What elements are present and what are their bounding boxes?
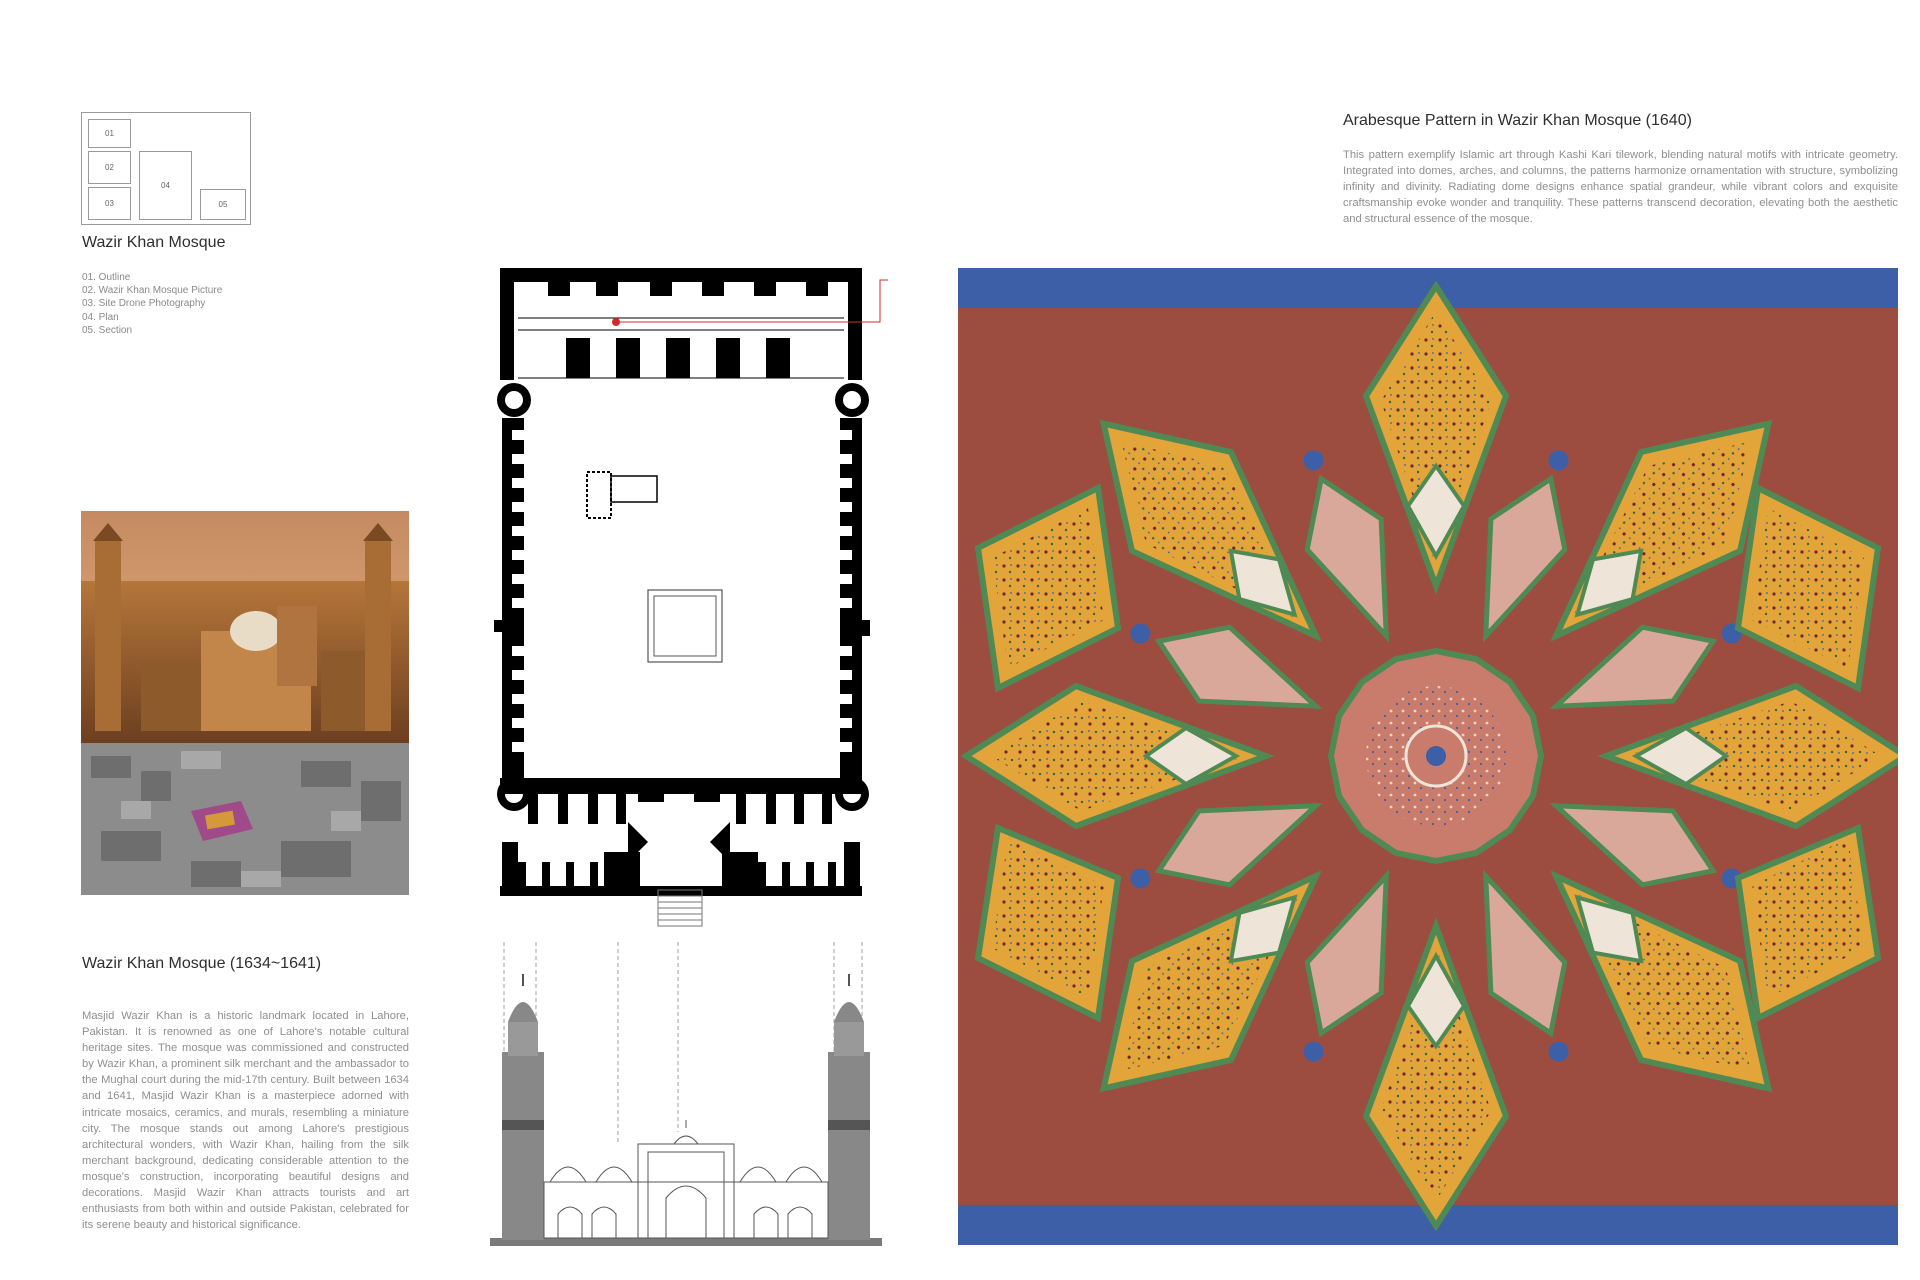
site-plan (494, 268, 870, 926)
layout-key-map (81, 112, 251, 225)
pattern-title: Arabesque Pattern in Wazir Khan Mosque (1640) (1343, 112, 1692, 129)
mosque-picture (81, 511, 409, 895)
toc-item: 01. Outline (82, 272, 131, 283)
section-guides (504, 942, 862, 1142)
key-cell-05: 05 (200, 189, 246, 220)
key-cell-02: 02 (88, 151, 131, 184)
history-title: Wazir Khan Mosque (1634~1641) (82, 955, 322, 972)
pattern-paragraph: This pattern exemplify Islamic art through Kashi Kari tilework, blending natural motifs with intricate geometry. Integrated into domes, arches, and columns, the patterns harmonize ornamentation with structure, symbolizing infinity and divinity. Radiating dome designs enhance spatial grandeur, while vibrant colors and exquisite craftsmanship evoke wonder and tranquility. These patterns transcend decoration, elevating both the aesthetic and structural essence of the mosque. (1343, 149, 1898, 226)
key-cell-01: 01 (88, 119, 131, 148)
arabesque-pattern-image (958, 268, 1898, 1245)
table-of-contents (82, 271, 222, 337)
toc-item: 03. Site Drone Photography (82, 298, 206, 310)
mosque-photo-collage (81, 511, 409, 895)
key-cell-03: 03 (88, 187, 131, 220)
mosque-section (490, 974, 882, 1246)
plan-and-section-drawing (488, 262, 888, 1247)
toc-item: 02. Wazir Khan Mosque Picture (82, 285, 223, 297)
arabesque-pattern-photo (958, 268, 1898, 1245)
toc-item: 04. Plan (82, 311, 119, 323)
history-paragraph: Masjid Wazir Khan is a historic landmark located in Lahore, Pakistan. It is renowned as one of Lahore's notable cultural heritage sites. The mosque was commissioned and constructed by Wazir Khan, a prominent silk merchant and the ambassador to the Mughal court during the mid-17th century. Built between 1634 and 1641, Masjid Wazir Khan is a masterpiece adorned with intricate mosaics, ceramics, and murals, resembling a miniature city. The mosque stands out among Lahore's prestigious architectural wonders, with Wazir Khan, hailing from the silk merchant background, dedicating considerable attention to the mosque's construction, incorporating beautiful designs and decorations. Masjid Wazir Khan attracts tourists and art enthusiasts from both within and outside Pakistan, celebrated for its serene beauty and historical significance. (82, 1010, 409, 1232)
toc-item: 05. Section (82, 324, 133, 336)
project-title: Wazir Khan Mosque (82, 234, 226, 251)
key-cell-04: 04 (139, 151, 192, 220)
